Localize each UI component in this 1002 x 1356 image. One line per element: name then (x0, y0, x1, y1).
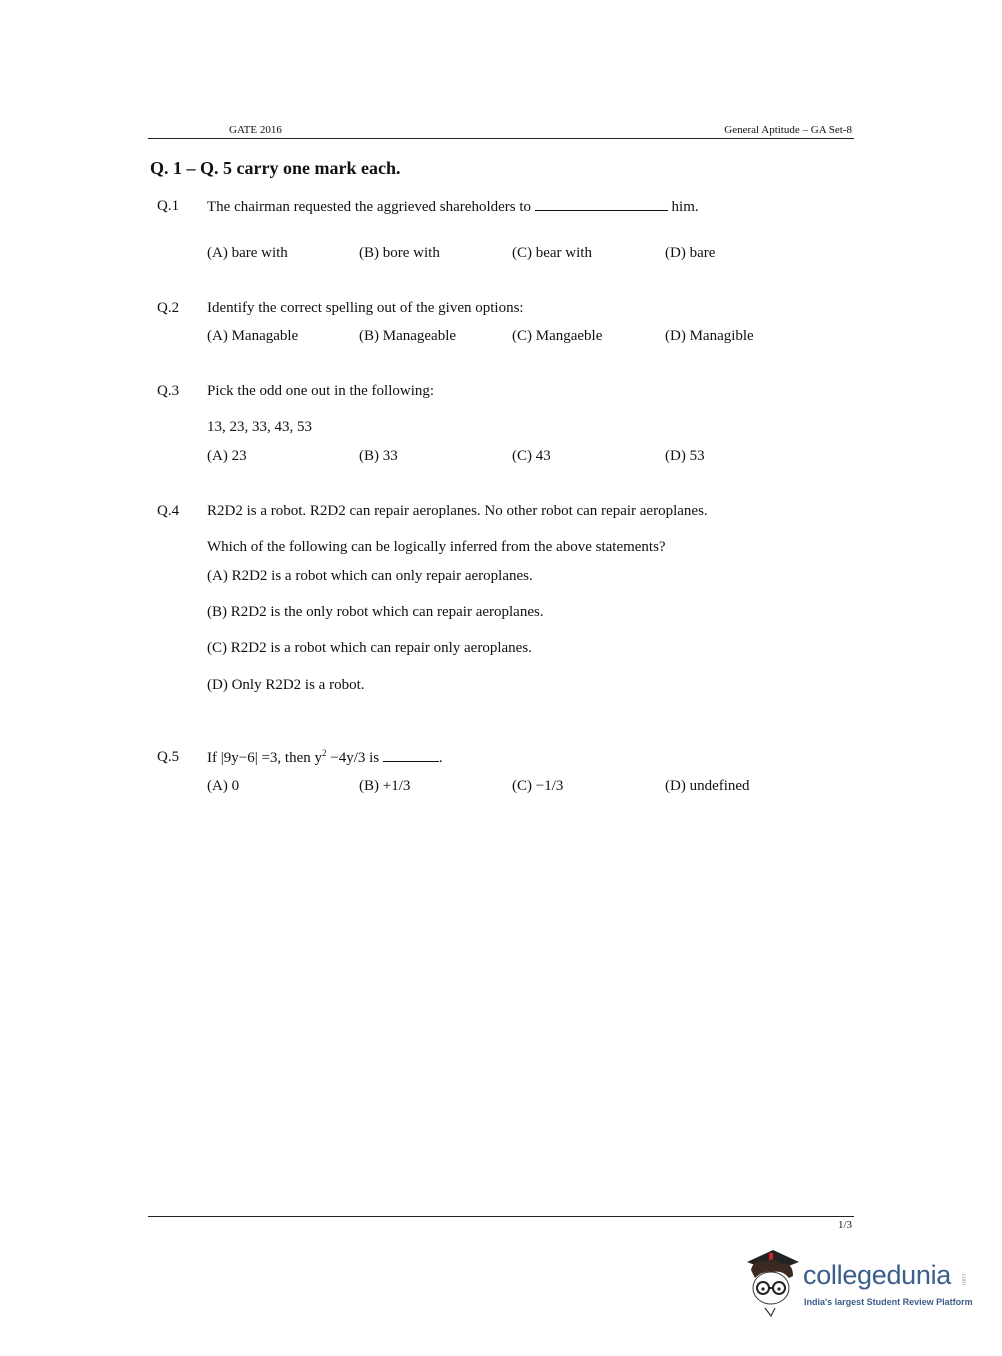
option-a: (A) R2D2 is a robot which can only repair aeroplanes. (207, 568, 533, 584)
question-number: Q.5 (157, 749, 180, 765)
option-c: (C) −1/3 (512, 778, 564, 794)
option-c: (C) bear with (512, 245, 592, 261)
answer-blank (383, 749, 439, 762)
question-prompt: Which of the following can be logically inferred from the above statements? (207, 539, 666, 555)
option-b: (B) R2D2 is the only robot which can repair aeroplanes. (207, 604, 544, 620)
question-number: Q.3 (157, 383, 180, 399)
answer-blank (535, 198, 668, 211)
question-text (207, 749, 443, 767)
option-a: (A) 23 (207, 448, 247, 464)
header-left: GATE 2016 (229, 124, 282, 136)
footer-rule (148, 1216, 854, 1217)
page-number: 1/3 (837, 1219, 852, 1231)
option-a: (A) bare with (207, 245, 288, 261)
option-d: (D) bare (665, 245, 716, 261)
logo-wordmark: collegedunia (803, 1260, 952, 1290)
question-number: Q.1 (157, 198, 180, 214)
header-right: General Aptitude – GA Set-8 (724, 124, 852, 136)
question-text-part: −4y/3 is (326, 750, 380, 766)
question-text-part: If |9y−6| =3, then y (207, 750, 322, 766)
option-c: (C) Mangaeble (512, 328, 603, 344)
option-a: (A) 0 (207, 778, 240, 794)
question-number: Q.4 (157, 503, 180, 519)
question-text: Pick the odd one out in the following: (207, 383, 435, 399)
option-b: (B) +1/3 (359, 778, 411, 794)
option-c: (C) R2D2 is a robot which can repair only aeroplanes. (207, 640, 532, 656)
option-d: (D) Managible (665, 328, 754, 344)
logo-suffix: .com (960, 1272, 966, 1286)
question-text: R2D2 is a robot. R2D2 can repair aeroplanes. No other robot can repair aeroplanes. (207, 503, 708, 519)
option-b: (B) Manageable (359, 328, 457, 344)
option-d: (D) Only R2D2 is a robot. (207, 677, 365, 693)
logo-tagline: India's largest Student Review Platform (804, 1297, 973, 1307)
option-d: (D) 53 (665, 448, 705, 464)
header-rule (148, 138, 854, 139)
question-text (207, 198, 699, 216)
option-b: (B) 33 (359, 448, 398, 464)
question-text-part: The chairman requested the aggrieved shareholders to (207, 199, 532, 215)
superscript: 2 (322, 748, 327, 758)
number-sequence: 13, 23, 33, 43, 53 (207, 419, 312, 435)
mascot-icon (743, 1248, 803, 1320)
question-number: Q.2 (157, 300, 180, 316)
question-text-part: him. (671, 199, 699, 215)
option-a: (A) Managable (207, 328, 299, 344)
option-c: (C) 43 (512, 448, 551, 464)
option-d: (D) undefined (665, 778, 750, 794)
question-text: Identify the correct spelling out of the given options: (207, 300, 524, 316)
option-b: (B) bore with (359, 245, 440, 261)
question-text-part: . (438, 750, 443, 766)
section-title: Q. 1 – Q. 5 carry one mark each. (150, 158, 401, 178)
